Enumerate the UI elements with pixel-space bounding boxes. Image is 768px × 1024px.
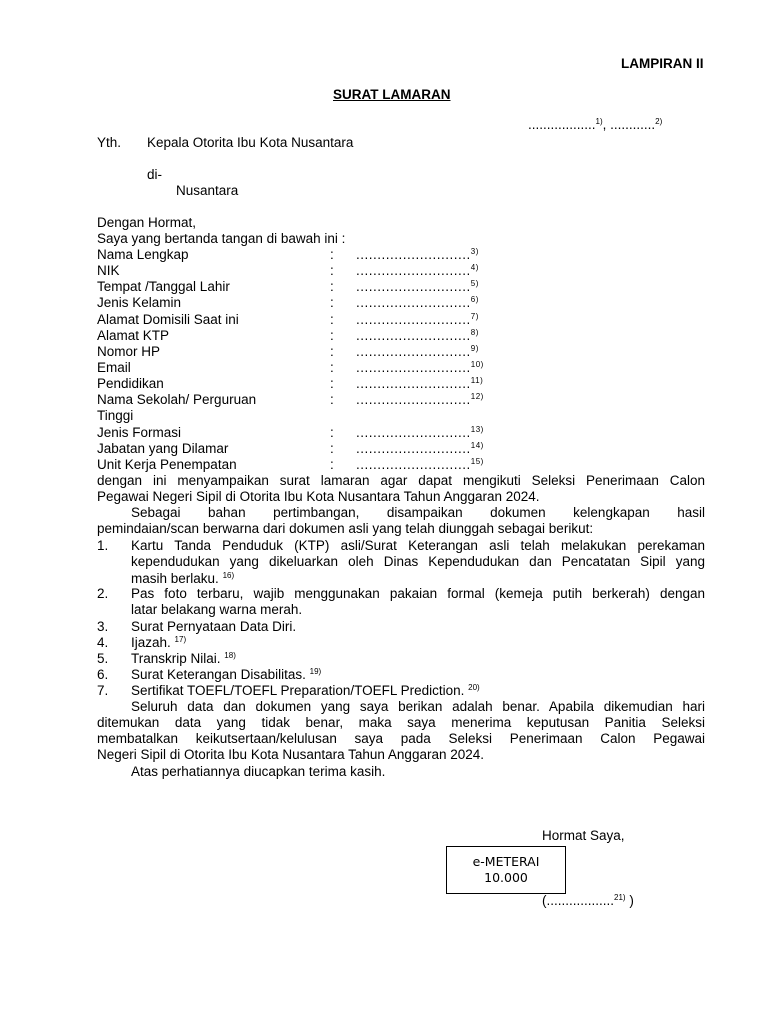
- list-footnote: 20): [468, 683, 480, 692]
- list-item: [97, 538, 705, 587]
- e-meterai-box: [446, 846, 566, 894]
- list-footnote: 19): [309, 667, 322, 676]
- yth-label: Yth.: [97, 135, 122, 150]
- signature-name-line: (..................$^{21)}$ ): [542, 893, 634, 908]
- e-meterai-label: e-METERAI: [472, 854, 540, 869]
- list-number: 1.: [97, 538, 109, 553]
- field-colon: :: [330, 360, 334, 375]
- field-label: Jenis Formasi: [97, 425, 182, 440]
- thanks-line: Atas perhatiannya diucapkan terima kasih.: [131, 764, 386, 779]
- field-label: NIK: [97, 263, 120, 278]
- field-label: Unit Kerja Penempatan: [97, 457, 237, 472]
- field-colon: :: [330, 441, 334, 456]
- list-number: 6.: [97, 667, 109, 682]
- field-colon: :: [330, 425, 334, 440]
- list-text: Kartu Tanda Penduduk (KTP) asli/Surat Keterangan asli telah melakukan perekaman kependudukan yang dikeluarkan oleh Dinas Kependudukan dan Pencatatan Sipil yang masih berlaku. $^{16)}$: [131, 538, 705, 586]
- date-separator: ,: [602, 117, 611, 132]
- field-colon: :: [330, 279, 334, 294]
- field-footnote: 11): [470, 376, 484, 385]
- list-number: 5.: [97, 651, 109, 666]
- field-label: Email: [97, 360, 131, 375]
- list-footnote: 18): [224, 651, 236, 660]
- body-paragraph-1-line-2: Pegawai Negeri Sipil di Otorita Ibu Kota Nusantara Tahun Anggaran 2024.: [97, 489, 540, 504]
- field-footnote: 13): [470, 425, 484, 434]
- list-text: Ijazah. $^{17)}$: [131, 635, 187, 650]
- field-placeholder: ...........................$^{10)}$: [356, 360, 484, 375]
- field-label: Nama Lengkap: [97, 247, 189, 262]
- field-label: Nama Sekolah/ Perguruan: [97, 392, 257, 407]
- list-footnote: 17): [174, 635, 187, 644]
- body-paragraph-2-line-1: Sebagai bahan pertimbangan, disampaikan dokumen kelengkapan hasil: [131, 505, 705, 520]
- field-colon: :: [330, 392, 334, 407]
- field-placeholder: ...........................$^{9)}$: [356, 344, 479, 359]
- list-number: 3.: [97, 619, 109, 634]
- field-footnote: 8): [470, 328, 479, 337]
- field-footnote: 9): [470, 344, 479, 353]
- list-footnote: 16): [222, 570, 235, 580]
- field-placeholder: ...........................$^{13)}$: [356, 425, 484, 440]
- list-item: [97, 586, 705, 619]
- list-text: Surat Keterangan Disabilitas. $^{19)}$: [131, 667, 322, 682]
- closing-line-2: ditemukan data yang tidak benar, maka saya menerima keputusan Panitia Seleksi: [97, 715, 705, 730]
- document-title: SURAT LAMARAN: [333, 87, 451, 102]
- lampiran-label: LAMPIRAN II: [621, 56, 704, 71]
- field-label: Jabatan yang Dilamar: [97, 441, 229, 456]
- closing-line-3: membatalkan keikutsertaan/kelulusan saya pada Seleksi Penerimaan Calon Pegawai: [97, 731, 705, 746]
- field-colon: :: [330, 263, 334, 278]
- field-colon: :: [330, 457, 334, 472]
- field-placeholder: ...........................$^{4)}$: [356, 263, 479, 278]
- body-paragraph-1-line-1: dengan ini menyampaikan surat lamaran agar dapat mengikuti Seleksi Penerimaan Calon: [97, 473, 705, 488]
- field-colon: :: [330, 328, 334, 343]
- list-text: Transkrip Nilai. $^{18)}$: [131, 651, 236, 666]
- recipient: Kepala Otorita Ibu Kota Nusantara: [147, 135, 354, 150]
- field-label: Nomor HP: [97, 344, 161, 359]
- signature-name-placeholder: ..................: [546, 893, 615, 908]
- list-text: Surat Pernyataan Data Diri.: [131, 619, 297, 634]
- field-footnote: 14): [470, 441, 484, 450]
- field-footnote: 7): [470, 312, 479, 321]
- place-date-line: [528, 117, 662, 133]
- signature-footnote: 21): [614, 893, 626, 902]
- field-colon: :: [330, 247, 334, 262]
- field-placeholder: ...........................$^{5)}$: [356, 279, 479, 294]
- field-footnote: 12): [470, 392, 484, 401]
- place-footnote: 1): [595, 117, 603, 126]
- field-label: Alamat Domisili Saat ini: [97, 312, 239, 327]
- field-label: Jenis Kelamin: [97, 295, 182, 310]
- e-meterai-value: 10.000: [484, 870, 528, 885]
- field-colon: :: [330, 376, 334, 391]
- list-text: Pas foto terbaru, wajib menggunakan pakaian formal (kemeja putih berkerah) dengan latar belakang warna merah.: [131, 586, 705, 618]
- field-placeholder: ...........................$^{12)}$: [356, 392, 484, 407]
- date-placeholder: ............: [610, 117, 656, 132]
- list-number: 7.: [97, 683, 109, 698]
- list-number: 2.: [97, 586, 109, 601]
- field-label: Alamat KTP: [97, 328, 170, 343]
- field-footnote: 4): [470, 263, 479, 272]
- field-footnote: 5): [470, 279, 479, 288]
- field-placeholder: ...........................$^{14)}$: [356, 441, 484, 456]
- field-label: Tinggi: [97, 408, 134, 423]
- field-colon: :: [330, 312, 334, 327]
- body-paragraph-2-line-2: pemindaian/scan berwarna dari dokumen asli yang telah diunggah sebagai berikut:: [97, 521, 594, 536]
- date-footnote: 2): [655, 117, 663, 126]
- field-footnote: 15): [470, 457, 484, 466]
- field-colon: :: [330, 295, 334, 310]
- closing-line-1: Seluruh data dan dokumen yang saya berikan adalah benar. Apabila dikemudian hari: [131, 699, 705, 714]
- field-colon: :: [330, 344, 334, 359]
- field-placeholder: ...........................$^{6)}$: [356, 295, 479, 310]
- field-placeholder: ...........................$^{15)}$: [356, 457, 484, 472]
- field-placeholder: ...........................$^{7)}$: [356, 312, 479, 327]
- intro-line: Saya yang bertanda tangan di bawah ini :: [97, 231, 346, 246]
- list-number: 4.: [97, 635, 109, 650]
- list-text: Sertifikat TOEFL/TOEFL Preparation/TOEFL Prediction. $^{20)}$: [131, 683, 480, 698]
- field-placeholder: ...........................$^{11)}$: [356, 376, 484, 391]
- closing-line-4: Negeri Sipil di Otorita Ibu Kota Nusantara Tahun Anggaran 2024.: [97, 747, 485, 762]
- field-label: Pendidikan: [97, 376, 164, 391]
- signature-salutation: Hormat Saya,: [542, 828, 625, 843]
- field-footnote: 3): [470, 247, 479, 256]
- field-label: Tempat /Tanggal Lahir: [97, 279, 230, 294]
- place-placeholder: ..................: [528, 117, 596, 132]
- field-footnote: 6): [470, 295, 479, 304]
- field-placeholder: ...........................$^{8)}$: [356, 328, 479, 343]
- recipient-city: Nusantara: [176, 183, 239, 198]
- greeting: Dengan Hormat,: [97, 215, 197, 230]
- field-placeholder: ...........................$^{3)}$: [356, 247, 479, 262]
- field-footnote: 10): [470, 360, 484, 369]
- di-label: di-: [147, 167, 163, 182]
